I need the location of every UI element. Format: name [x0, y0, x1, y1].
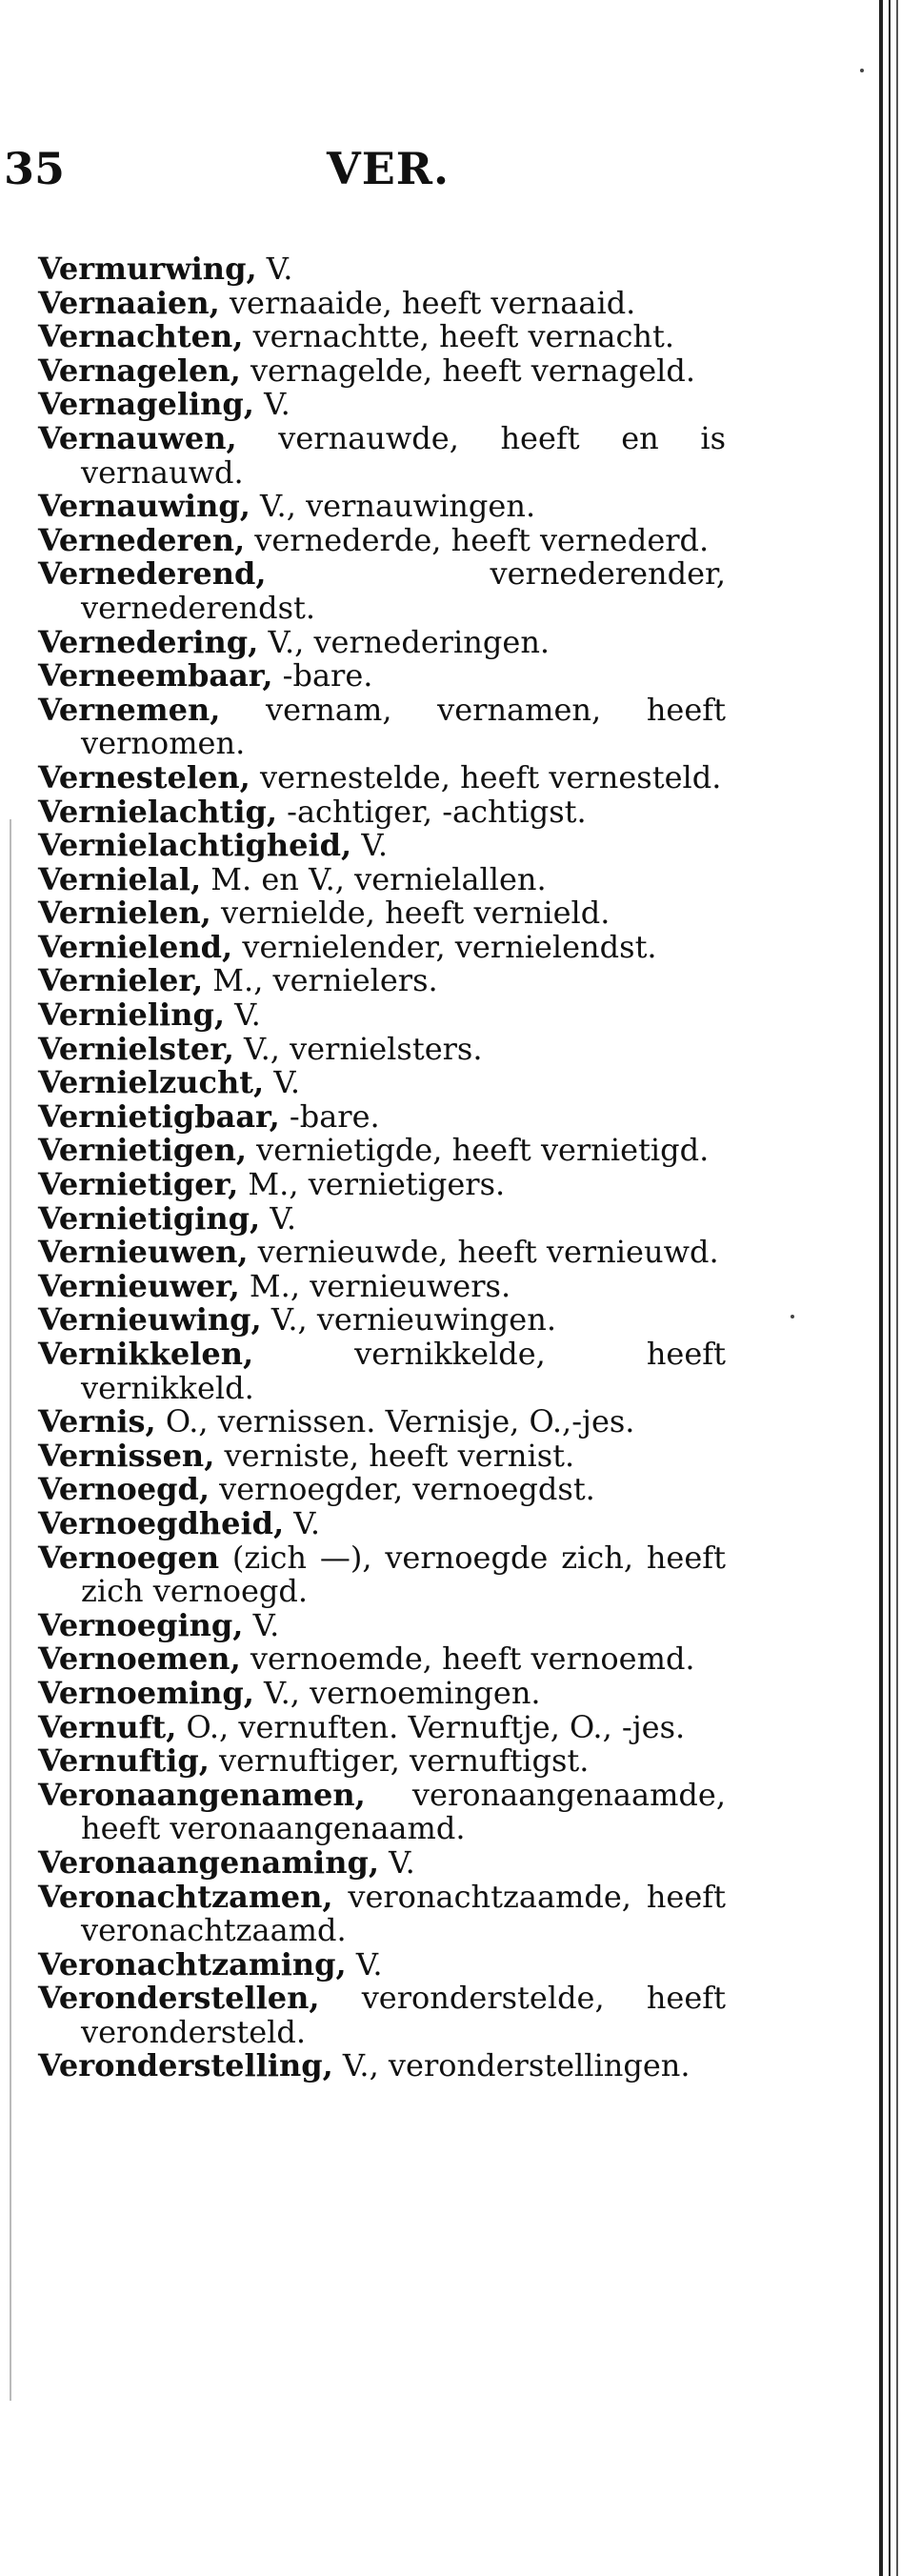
dictionary-entry	[38, 490, 726, 524]
dictionary-entry	[38, 1267, 726, 1304]
entry-forms: -bare.	[279, 1097, 380, 1135]
entry-forms: O., vernissen. Vernisje, O.,-jes.	[155, 1403, 635, 1440]
entry-headword: Verneembaar,	[38, 657, 273, 694]
entry-forms: M., vernieuwers.	[239, 1267, 511, 1304]
entry-headword: Vernachten,	[38, 318, 244, 355]
entry-headword: Vernietiging,	[38, 1199, 261, 1237]
entry-headword: Vermurwing,	[38, 251, 257, 287]
dictionary-entry	[38, 2049, 726, 2083]
entry-forms: V., vernoemingen.	[253, 1674, 541, 1711]
entry-headword: Vernederend,	[38, 555, 267, 593]
entry-headword: Vernieling,	[38, 996, 225, 1034]
entry-forms: vernauwde, heeft en is vernauwd.	[81, 419, 726, 491]
entry-headword: Vernis,	[38, 1403, 156, 1440]
dictionary-entry	[38, 521, 726, 558]
dictionary-entry	[38, 557, 726, 625]
entry-forms: vernoegder, vernoegdst.	[209, 1471, 595, 1508]
entry-headword: Vernielend,	[38, 928, 233, 965]
entry-headword: Vernoeging,	[38, 1606, 244, 1643]
binding-edge-line	[896, 0, 898, 2576]
entry-forms: M., vernielers.	[203, 962, 438, 999]
entry-headword: Vernagelen,	[38, 352, 241, 389]
entry-forms: V., vernederingen.	[258, 623, 551, 660]
entry-forms: vernestelde, heeft vernesteld.	[250, 758, 722, 795]
entry-forms: V.	[253, 386, 290, 423]
entry-headword: Vernielal,	[38, 860, 202, 897]
entry-headword: Vernemen,	[38, 691, 221, 728]
entry-forms: V.	[260, 1199, 296, 1237]
dictionary-entry	[38, 623, 726, 660]
dictionary-entry	[38, 1606, 726, 1643]
entry-headword: Vernietigbaar,	[38, 1097, 280, 1135]
entry-headword: Vernikkelen,	[38, 1336, 254, 1372]
dictionary-entry	[38, 1708, 726, 1745]
entry-headword: Vernietiger,	[38, 1166, 239, 1203]
entry-headword: Veronderstelling,	[38, 2047, 333, 2084]
page-number: 35	[4, 143, 66, 194]
dictionary-entry	[38, 896, 726, 931]
entry-forms: V., vernielsters.	[233, 1030, 483, 1067]
entry-forms: vernikkelde, heeft vernikkeld.	[81, 1336, 726, 1406]
dictionary-entry	[38, 860, 726, 897]
dictionary-entry	[38, 1168, 726, 1202]
entry-forms: veronaangenaamde, heeft veronaangenaamd.	[81, 1776, 726, 1847]
entry-forms: V., vernauwingen.	[250, 488, 536, 525]
entry-headword: Vernielachtigheid,	[38, 827, 352, 864]
dictionary-entry	[38, 928, 726, 965]
binding-edge-line	[879, 0, 883, 2576]
dictionary-entry	[38, 1473, 726, 1507]
dictionary-entry	[38, 1134, 726, 1168]
entry-headword: Vernieuwing,	[38, 1301, 262, 1338]
entry-headword: Veronaangenamen,	[38, 1776, 366, 1813]
dictionary-entry	[38, 419, 726, 491]
dictionary-entry	[38, 659, 726, 694]
entry-forms: vernagelde, heeft vernageld.	[240, 352, 696, 389]
dictionary-entry	[38, 1199, 726, 1237]
dictionary-entry	[38, 1982, 726, 2049]
entry-headword: Veronaangenaming,	[38, 1843, 379, 1881]
dictionary-entry	[38, 1843, 726, 1881]
entry-headword: Vernielachtig,	[38, 793, 277, 830]
dictionary-entry	[38, 1642, 726, 1677]
entry-forms: (zich —), vernoegde zich, heeft zich vernoegd.	[81, 1539, 726, 1610]
dictionary-entry	[38, 354, 726, 389]
entry-headword: Vernoeming,	[38, 1674, 254, 1711]
entry-forms: vernuftiger, vernuftigst.	[209, 1742, 590, 1780]
dictionary-entry	[38, 1504, 726, 1541]
dictionary-entry	[38, 1541, 726, 1609]
dictionary-entry	[38, 964, 726, 998]
entry-headword: Vernederen,	[38, 521, 246, 558]
dictionary-entry	[38, 1097, 726, 1135]
running-head: VER.	[327, 143, 450, 194]
entry-headword: Vernoegdheid,	[38, 1504, 285, 1541]
dictionary-entries	[38, 252, 726, 2083]
entry-forms: V., veronderstellingen.	[332, 2047, 691, 2084]
entry-headword: Vernageling,	[38, 386, 254, 423]
entry-headword: Vernestelen,	[38, 758, 250, 795]
entry-forms: V.	[378, 1843, 415, 1881]
entry-forms: V., vernieuwingen.	[261, 1301, 556, 1338]
entry-headword: Vernissen,	[38, 1437, 215, 1474]
entry-headword: Veronachtzamen,	[38, 1878, 333, 1915]
entry-forms: M., vernietigers.	[238, 1166, 506, 1203]
entry-forms: vernieuwde, heeft vernieuwd.	[248, 1234, 719, 1271]
entry-forms: V.	[256, 251, 293, 287]
entry-forms: V.	[284, 1504, 320, 1541]
dictionary-entry	[38, 284, 726, 321]
margin-rule	[10, 819, 11, 2401]
entry-headword: Vernoemen,	[38, 1640, 241, 1678]
entry-headword: Veronachtzaming,	[38, 1945, 347, 1982]
entry-headword: Vernoegd,	[38, 1471, 210, 1508]
entry-headword: Vernieuwer,	[38, 1267, 240, 1304]
dictionary-entry	[38, 1338, 726, 1405]
dictionary-entry	[38, 1878, 726, 1949]
dictionary-entry	[38, 1945, 726, 1982]
entry-headword: Vernauwing,	[38, 488, 250, 525]
dictionary-entry	[38, 1066, 726, 1100]
entry-forms: vernederender, vernederendst.	[81, 555, 726, 626]
dictionary-entry	[38, 998, 726, 1033]
dictionary-entry	[38, 1405, 726, 1439]
speck	[791, 1315, 794, 1318]
dictionary-entry	[38, 829, 726, 863]
entry-headword: Vernuft,	[38, 1708, 177, 1745]
entry-headword: Veronderstellen,	[38, 1980, 320, 2017]
entry-forms: vernederde, heeft vernederd.	[245, 521, 710, 558]
dictionary-entry	[38, 691, 726, 762]
entry-forms: verniste, heeft vernist.	[214, 1437, 575, 1474]
dictionary-entry	[38, 388, 726, 422]
entry-headword: Vernielen,	[38, 895, 211, 932]
entry-headword: Vernuftig,	[38, 1742, 210, 1780]
entry-headword: Vernietigen,	[38, 1132, 247, 1169]
entry-forms: V.	[243, 1606, 280, 1643]
entry-headword: Vernielzucht,	[38, 1064, 265, 1101]
entry-headword: Vernoegen	[38, 1539, 220, 1576]
dictionary-entry	[38, 1744, 726, 1779]
dictionary-entry	[38, 320, 726, 354]
entry-forms: vernoemde, heeft vernoemd.	[240, 1640, 695, 1678]
dictionary-entry	[38, 758, 726, 795]
entry-forms: veronderstelde, heeft verondersteld.	[81, 1980, 726, 2050]
entry-headword: Vernaaien,	[38, 284, 220, 321]
entry-headword: Vernieuwen,	[38, 1234, 249, 1271]
entry-headword: Vernieler,	[38, 962, 204, 999]
entry-forms: veronachtzaamde, heeft veronachtzaamd.	[81, 1878, 726, 1949]
dictionary-entry	[38, 1236, 726, 1270]
entry-headword: Vernielster,	[38, 1030, 234, 1067]
entry-forms: vernaaide, heeft vernaaid.	[219, 284, 636, 321]
entry-headword: Vernauwen,	[38, 419, 237, 456]
entry-forms: vernam, vernamen, heeft vernomen.	[81, 691, 726, 762]
entry-forms: V.	[346, 1945, 383, 1982]
entry-forms: M. en V., vernielallen.	[201, 860, 547, 897]
entry-forms: vernietigde, heeft vernietigd.	[246, 1132, 710, 1169]
dictionary-entry	[38, 1776, 726, 1847]
speck	[860, 69, 864, 72]
entry-forms: V.	[224, 996, 261, 1034]
binding-edge-line	[889, 0, 891, 2576]
entry-headword: Vernedering,	[38, 623, 259, 660]
entry-forms: vernielde, heeft vernield.	[210, 895, 611, 932]
entry-forms: O., vernuften. Vernuftje, O., -jes.	[176, 1708, 686, 1745]
dictionary-entry	[38, 1674, 726, 1711]
dictionary-entry	[38, 1439, 726, 1474]
dictionary-entry	[38, 252, 726, 287]
dictionary-entry	[38, 795, 726, 830]
entry-forms: -achtiger, -achtigst.	[276, 793, 587, 830]
dictionary-entry	[38, 1030, 726, 1067]
entry-forms: -bare.	[272, 657, 373, 694]
entry-forms: V.	[264, 1064, 301, 1101]
entry-forms: vernielender, vernielendst.	[232, 928, 657, 965]
dictionary-entry	[38, 1303, 726, 1338]
entry-forms: V.	[351, 827, 388, 864]
entry-forms: vernachtte, heeft vernacht.	[243, 318, 675, 355]
